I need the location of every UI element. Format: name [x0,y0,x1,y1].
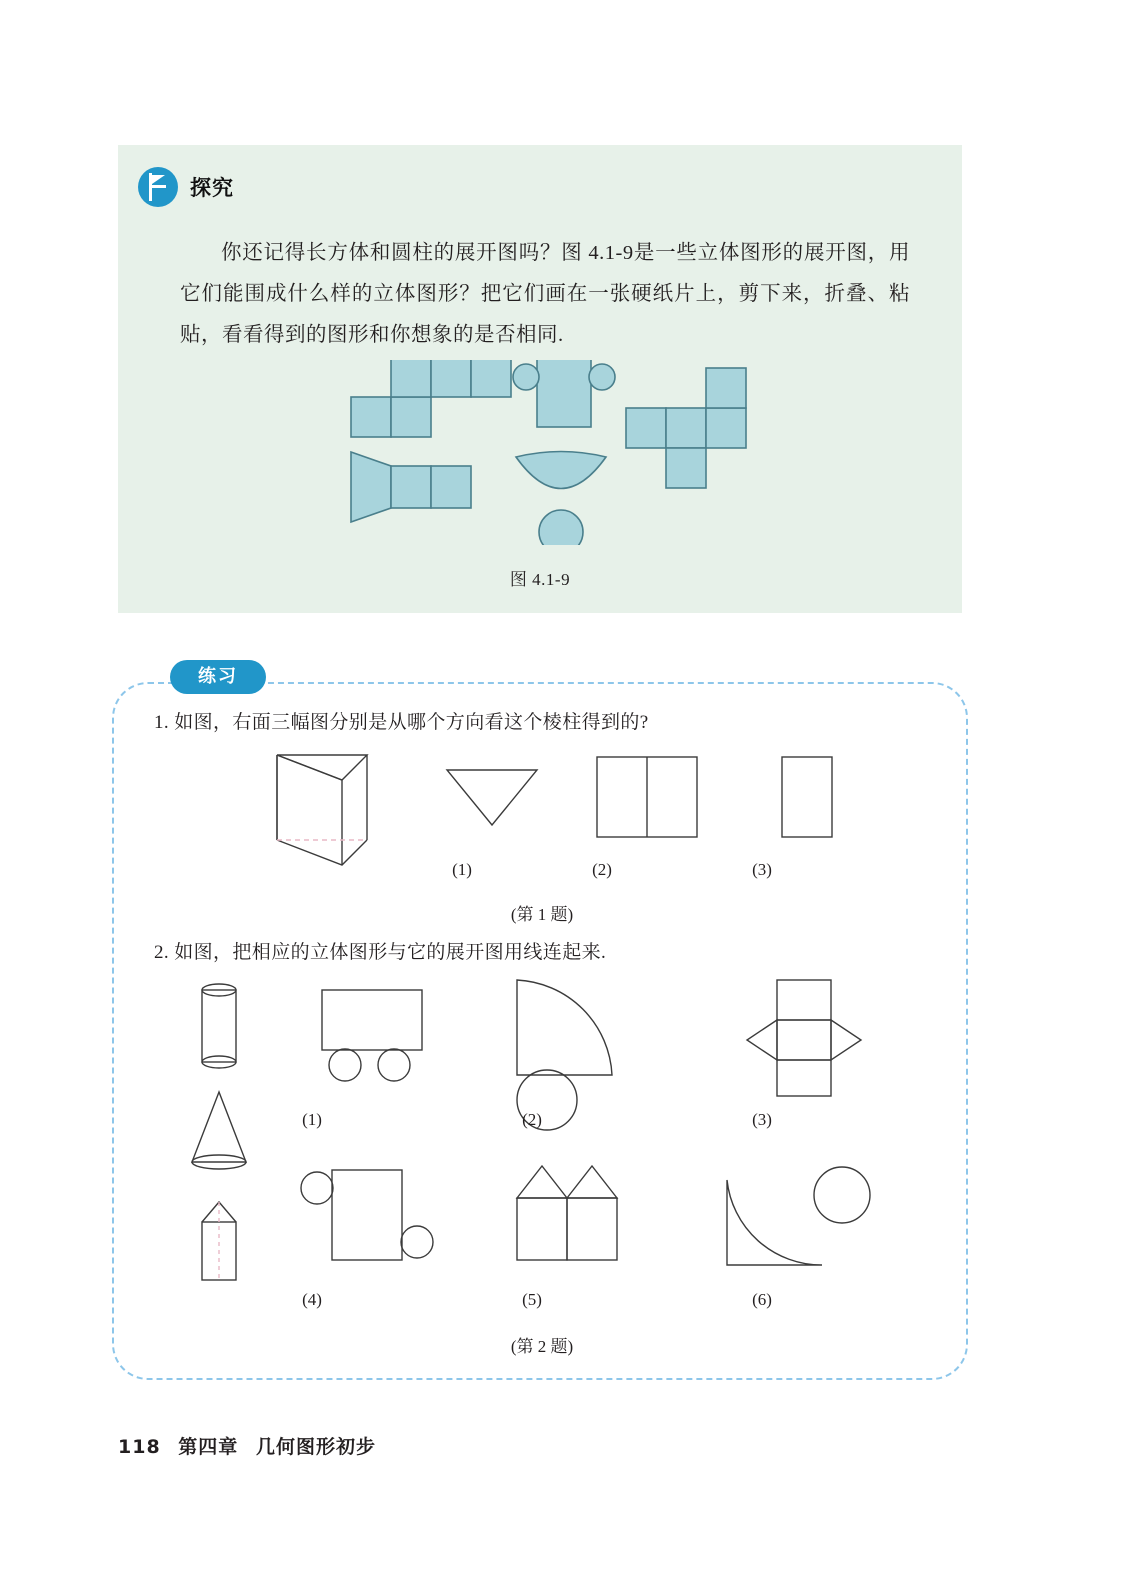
explore-section [118,145,962,613]
footer-chapter: 第四章 [178,1436,239,1458]
q2-item-label-2: (2) [522,1110,542,1129]
explore-body-text: 你还记得长方体和圆柱的展开图吗？图 4.1-9是一些立体图形的展开图，用它们能围成什么样的立体图形？把它们画在一张硬纸片上，剪下来，折叠、粘贴，看看得到的图形和你想象的是否相同. [180,242,910,346]
question-2-figures [142,970,942,1330]
q2-item-label-5: (5) [522,1290,542,1309]
q1-item-label-1: (1) [452,860,472,879]
explore-compass-icon [138,167,178,207]
q1-diagram [142,735,932,875]
q2-item-label-6: (6) [752,1290,772,1309]
q1-caption: (第 1 题) [510,905,574,924]
q2-caption: (第 2 题) [510,1337,574,1356]
question-2-text: 2. 如图，把相应的立体图形与它的展开图用线连起来. [154,942,607,963]
explore-header [138,167,234,207]
page-footer [118,1432,376,1459]
explore-title: 探究 [190,176,234,200]
figure-caption: 图 4.1-9 [509,570,571,589]
q2-item-label-1: (1) [302,1110,322,1129]
q2-item-label-3: (3) [752,1110,772,1129]
q2-item-label-4: (4) [302,1290,322,1309]
figure-4-1-9 [118,360,962,545]
footer-chapter-title: 几何图形初步 [255,1436,376,1458]
page-number: 118 [118,1436,161,1458]
q1-item-label-3: (3) [752,860,772,879]
q2-diagram [142,970,942,1330]
q1-item-label-2: (2) [592,860,612,879]
practice-tab-label: 练习 [170,660,266,694]
practice-section [112,660,968,1380]
question-1-figures [142,735,932,875]
question-1-text: 1. 如图，右面三幅图分别是从哪个方向看这个棱柱得到的? [154,712,649,733]
nets-diagram [118,360,962,545]
